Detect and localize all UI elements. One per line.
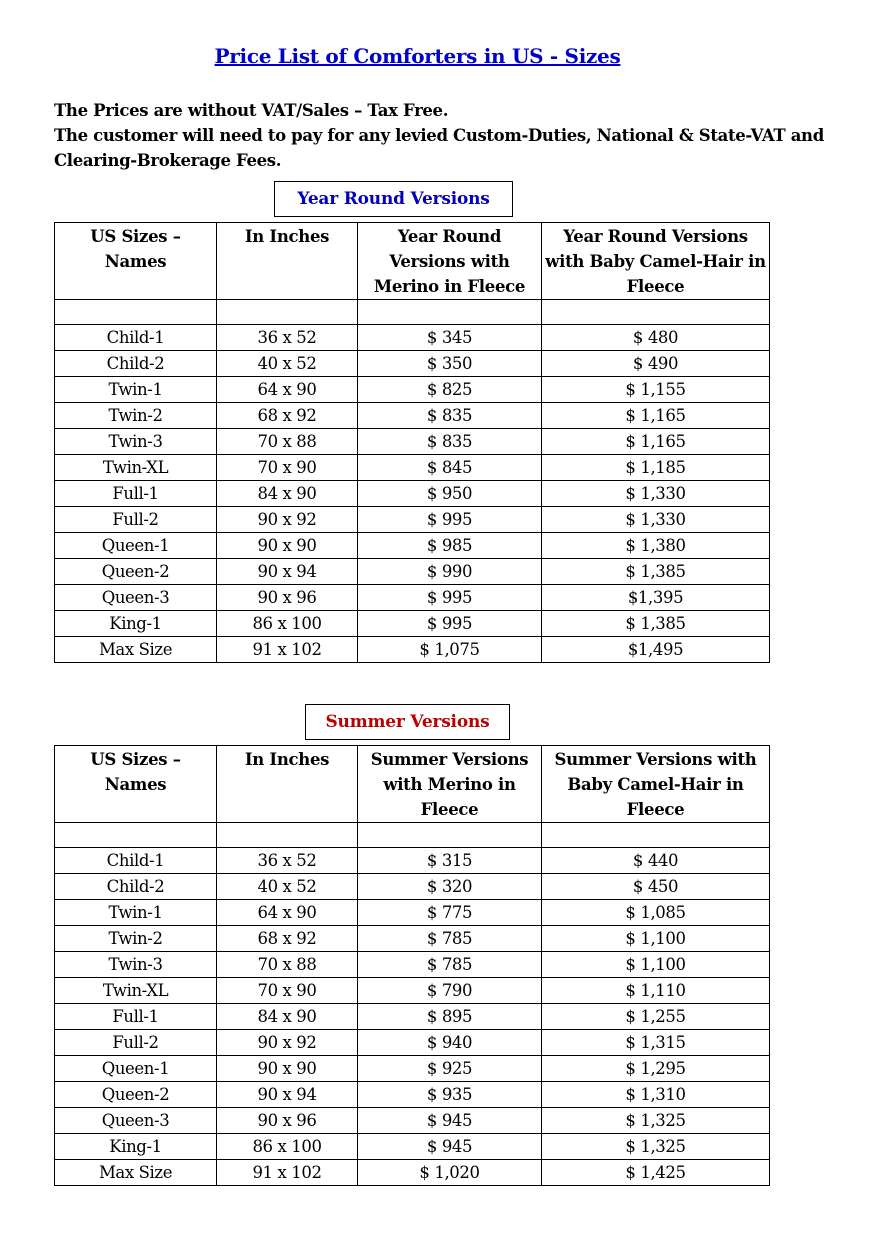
merino-price-cell: $ 835 <box>358 429 542 455</box>
header-merino: Summer Versions with Merino in Fleece <box>358 746 542 823</box>
camel-price-cell: $ 1,295 <box>542 1056 770 1082</box>
tax-notice: The Prices are without VAT/Sales – Tax Free. <box>54 101 449 120</box>
camel-price-cell: $ 1,325 <box>542 1108 770 1134</box>
size-name-cell: Full-2 <box>55 507 217 533</box>
summer-price-table <box>54 745 770 1186</box>
camel-price-cell: $ 440 <box>542 848 770 874</box>
camel-price-cell: $ 1,100 <box>542 952 770 978</box>
inches-cell: 40 x 52 <box>217 351 358 377</box>
size-name-cell: Max Size <box>55 637 217 663</box>
size-name-cell: Max Size <box>55 1160 217 1186</box>
blank-row <box>55 300 770 325</box>
camel-price-cell: $1,495 <box>542 637 770 663</box>
table-row <box>55 325 770 351</box>
merino-price-cell: $ 990 <box>358 559 542 585</box>
blank-cell <box>217 300 358 325</box>
merino-price-cell: $ 950 <box>358 481 542 507</box>
size-name-cell: Queen-1 <box>55 1056 217 1082</box>
page-title: Price List of Comforters in US - Sizes <box>214 44 621 68</box>
camel-price-cell: $ 1,425 <box>542 1160 770 1186</box>
merino-price-cell: $ 1,020 <box>358 1160 542 1186</box>
camel-price-cell: $ 1,165 <box>542 403 770 429</box>
table-row <box>55 1030 770 1056</box>
table-row <box>55 874 770 900</box>
size-name-cell: Child-1 <box>55 325 217 351</box>
duties-notice: The customer will need to pay for any levied Custom-Duties, National & State-VAT and Clearing-Brokerage Fees. <box>54 126 824 170</box>
table-row <box>55 1082 770 1108</box>
camel-price-cell: $ 1,325 <box>542 1134 770 1160</box>
size-name-cell: Full-1 <box>55 1004 217 1030</box>
size-name-cell: Twin-3 <box>55 429 217 455</box>
inches-cell: 90 x 94 <box>217 559 358 585</box>
size-name-cell: Twin-XL <box>55 455 217 481</box>
inches-cell: 84 x 90 <box>217 481 358 507</box>
summer-section-label: Summer Versions <box>305 704 510 740</box>
size-name-cell: Queen-2 <box>55 1082 217 1108</box>
merino-price-cell: $ 995 <box>358 611 542 637</box>
merino-price-cell: $ 995 <box>358 585 542 611</box>
header-camel: Summer Versions with Baby Camel-Hair in Fleece <box>542 746 770 823</box>
merino-price-cell: $ 835 <box>358 403 542 429</box>
merino-price-cell: $ 940 <box>358 1030 542 1056</box>
intro-text <box>54 98 844 173</box>
inches-cell: 84 x 90 <box>217 1004 358 1030</box>
year-round-price-table <box>54 222 770 663</box>
camel-price-cell: $ 1,330 <box>542 481 770 507</box>
table-row <box>55 403 770 429</box>
camel-price-cell: $ 1,155 <box>542 377 770 403</box>
inches-cell: 90 x 92 <box>217 1030 358 1056</box>
camel-price-cell: $ 1,165 <box>542 429 770 455</box>
header-size-name: US Sizes – Names <box>55 746 217 823</box>
table-row <box>55 1108 770 1134</box>
blank-row <box>55 823 770 848</box>
table-row <box>55 481 770 507</box>
inches-cell: 64 x 90 <box>217 900 358 926</box>
merino-price-cell: $ 945 <box>358 1134 542 1160</box>
merino-price-cell: $ 350 <box>358 351 542 377</box>
inches-cell: 68 x 92 <box>217 926 358 952</box>
inches-cell: 70 x 88 <box>217 952 358 978</box>
size-name-cell: Twin-3 <box>55 952 217 978</box>
inches-cell: 70 x 90 <box>217 978 358 1004</box>
size-name-cell: Twin-XL <box>55 978 217 1004</box>
size-name-cell: Queen-1 <box>55 533 217 559</box>
table-row <box>55 533 770 559</box>
table-row <box>55 611 770 637</box>
size-name-cell: Child-2 <box>55 874 217 900</box>
merino-price-cell: $ 945 <box>358 1108 542 1134</box>
table-row <box>55 455 770 481</box>
size-name-cell: Twin-1 <box>55 377 217 403</box>
camel-price-cell: $ 1,330 <box>542 507 770 533</box>
year-round-section-label: Year Round Versions <box>274 181 513 217</box>
blank-cell <box>55 823 217 848</box>
inches-cell: 91 x 102 <box>217 1160 358 1186</box>
camel-price-cell: $1,395 <box>542 585 770 611</box>
camel-price-cell: $ 1,100 <box>542 926 770 952</box>
blank-cell <box>542 823 770 848</box>
merino-price-cell: $ 785 <box>358 952 542 978</box>
table-row <box>55 507 770 533</box>
camel-price-cell: $ 1,310 <box>542 1082 770 1108</box>
camel-price-cell: $ 480 <box>542 325 770 351</box>
camel-price-cell: $ 1,380 <box>542 533 770 559</box>
table-row <box>55 1004 770 1030</box>
merino-price-cell: $ 995 <box>358 507 542 533</box>
table-row <box>55 978 770 1004</box>
merino-price-cell: $ 315 <box>358 848 542 874</box>
table-row <box>55 429 770 455</box>
table-row <box>55 377 770 403</box>
size-name-cell: Full-2 <box>55 1030 217 1056</box>
merino-price-cell: $ 825 <box>358 377 542 403</box>
merino-price-cell: $ 985 <box>358 533 542 559</box>
table-row <box>55 952 770 978</box>
blank-cell <box>358 823 542 848</box>
table-row <box>55 637 770 663</box>
inches-cell: 90 x 92 <box>217 507 358 533</box>
table-header-row <box>55 223 770 300</box>
inches-cell: 90 x 90 <box>217 1056 358 1082</box>
camel-price-cell: $ 490 <box>542 351 770 377</box>
table-row <box>55 1056 770 1082</box>
table-row <box>55 926 770 952</box>
merino-price-cell: $ 895 <box>358 1004 542 1030</box>
inches-cell: 70 x 88 <box>217 429 358 455</box>
size-name-cell: King-1 <box>55 611 217 637</box>
header-camel: Year Round Versions with Baby Camel-Hair in Fleece <box>542 223 770 300</box>
inches-cell: 64 x 90 <box>217 377 358 403</box>
inches-cell: 91 x 102 <box>217 637 358 663</box>
size-name-cell: Queen-3 <box>55 1108 217 1134</box>
camel-price-cell: $ 1,315 <box>542 1030 770 1056</box>
camel-price-cell: $ 1,085 <box>542 900 770 926</box>
size-name-cell: Child-1 <box>55 848 217 874</box>
merino-price-cell: $ 790 <box>358 978 542 1004</box>
inches-cell: 90 x 94 <box>217 1082 358 1108</box>
merino-price-cell: $ 845 <box>358 455 542 481</box>
inches-cell: 68 x 92 <box>217 403 358 429</box>
merino-price-cell: $ 785 <box>358 926 542 952</box>
inches-cell: 90 x 96 <box>217 585 358 611</box>
table-row <box>55 1160 770 1186</box>
blank-cell <box>217 823 358 848</box>
size-name-cell: Twin-2 <box>55 926 217 952</box>
camel-price-cell: $ 1,185 <box>542 455 770 481</box>
inches-cell: 70 x 90 <box>217 455 358 481</box>
inches-cell: 40 x 52 <box>217 874 358 900</box>
inches-cell: 86 x 100 <box>217 611 358 637</box>
camel-price-cell: $ 1,255 <box>542 1004 770 1030</box>
camel-price-cell: $ 1,385 <box>542 559 770 585</box>
size-name-cell: Twin-2 <box>55 403 217 429</box>
camel-price-cell: $ 450 <box>542 874 770 900</box>
blank-cell <box>55 300 217 325</box>
header-size-name: US Sizes – Names <box>55 223 217 300</box>
table-row <box>55 1134 770 1160</box>
size-name-cell: Full-1 <box>55 481 217 507</box>
merino-price-cell: $ 935 <box>358 1082 542 1108</box>
header-merino: Year Round Versions with Merino in Fleece <box>358 223 542 300</box>
header-inches: In Inches <box>217 223 358 300</box>
inches-cell: 90 x 96 <box>217 1108 358 1134</box>
table-row <box>55 900 770 926</box>
size-name-cell: Child-2 <box>55 351 217 377</box>
table-header-row <box>55 746 770 823</box>
blank-cell <box>542 300 770 325</box>
merino-price-cell: $ 320 <box>358 874 542 900</box>
blank-cell <box>358 300 542 325</box>
camel-price-cell: $ 1,385 <box>542 611 770 637</box>
merino-price-cell: $ 345 <box>358 325 542 351</box>
merino-price-cell: $ 775 <box>358 900 542 926</box>
camel-price-cell: $ 1,110 <box>542 978 770 1004</box>
size-name-cell: King-1 <box>55 1134 217 1160</box>
merino-price-cell: $ 1,075 <box>358 637 542 663</box>
size-name-cell: Queen-2 <box>55 559 217 585</box>
table-row <box>55 848 770 874</box>
inches-cell: 90 x 90 <box>217 533 358 559</box>
size-name-cell: Queen-3 <box>55 585 217 611</box>
table-row <box>55 585 770 611</box>
size-name-cell: Twin-1 <box>55 900 217 926</box>
table-row <box>55 351 770 377</box>
inches-cell: 86 x 100 <box>217 1134 358 1160</box>
header-inches: In Inches <box>217 746 358 823</box>
table-row <box>55 559 770 585</box>
inches-cell: 36 x 52 <box>217 848 358 874</box>
inches-cell: 36 x 52 <box>217 325 358 351</box>
merino-price-cell: $ 925 <box>358 1056 542 1082</box>
